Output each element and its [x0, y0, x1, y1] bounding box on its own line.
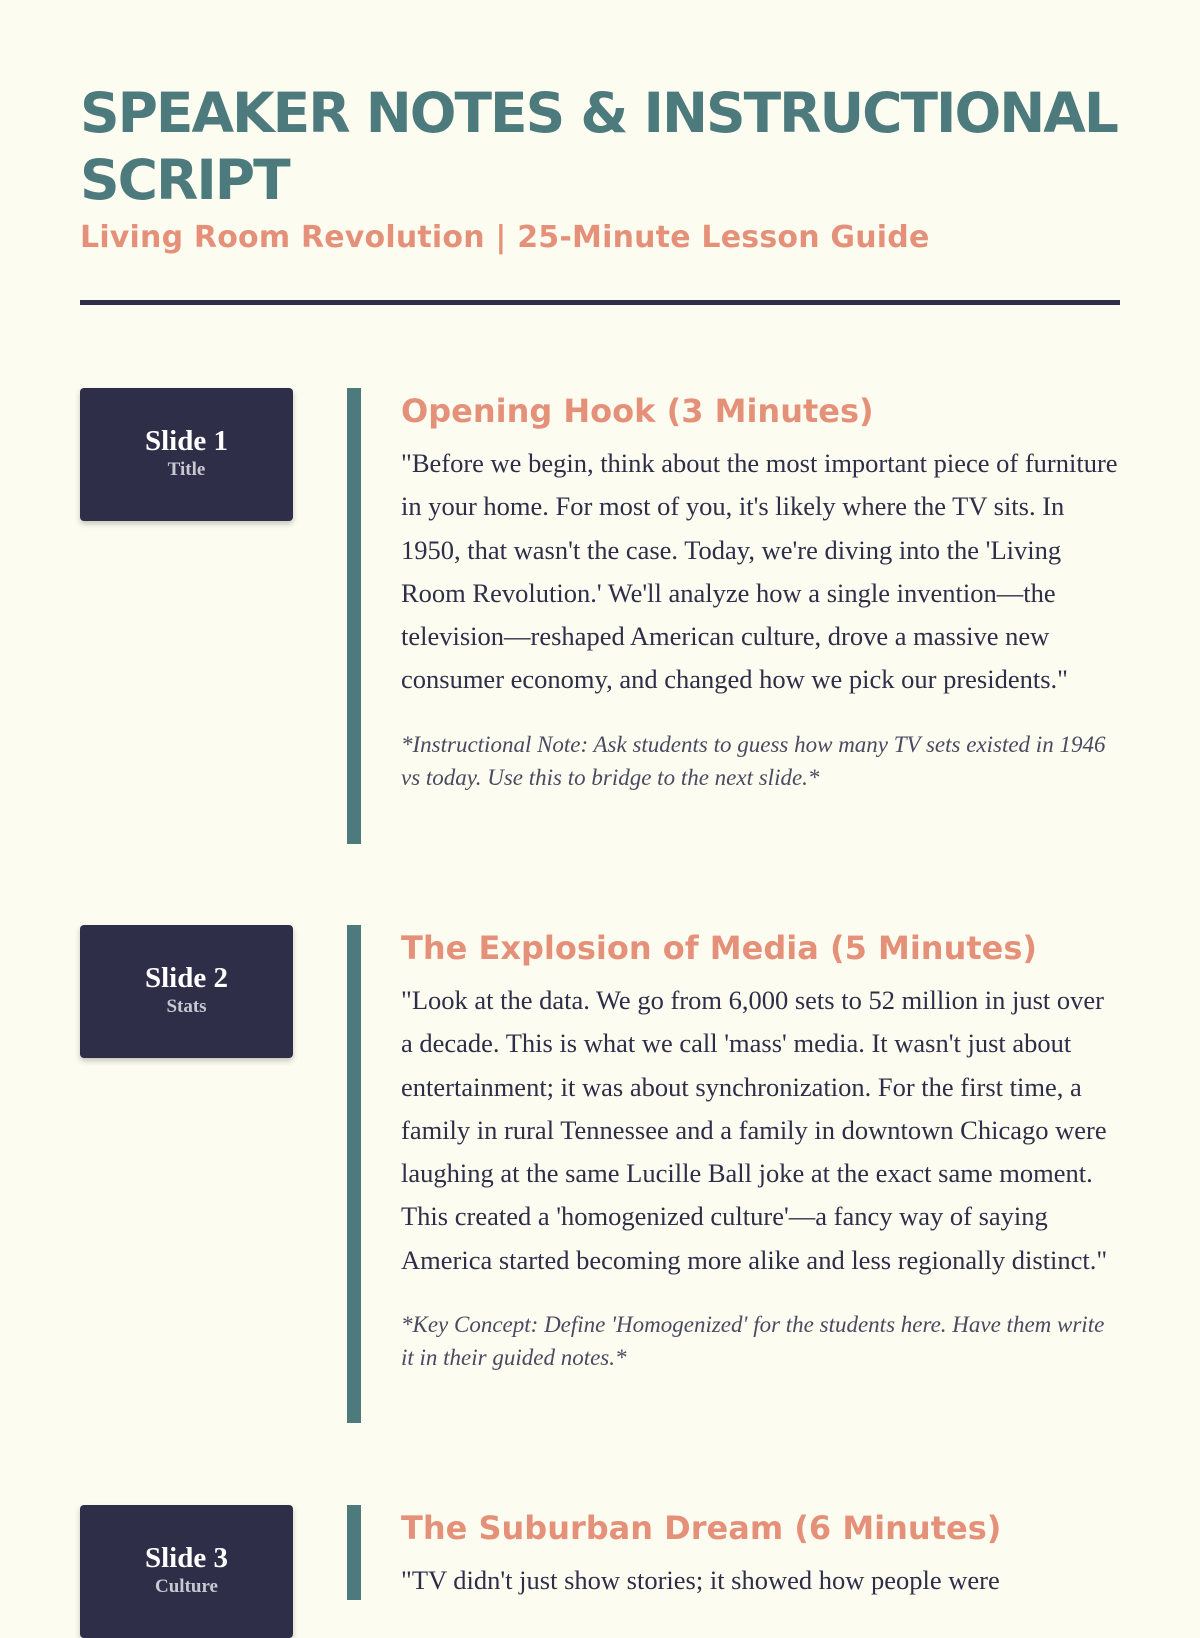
page-title: SPEAKER NOTES & INSTRUCTIONAL SCRIPT	[80, 81, 1117, 212]
slide-number: Slide 1	[145, 425, 228, 457]
instructional-note: *Instructional Note: Ask students to guess how many TV sets existed in 1946 vs today. Use this to bridge to the next slide.*	[401, 731, 1106, 790]
section-accent-bar	[347, 388, 361, 844]
section-accent-bar	[347, 1505, 361, 1600]
slide-badge	[80, 388, 293, 521]
section-content	[401, 925, 1120, 1374]
slide-badge	[80, 1505, 293, 1638]
header-divider	[80, 300, 1120, 305]
section-content	[401, 1505, 1120, 1602]
slide-type: Title	[167, 459, 206, 480]
key-concept-note: *Key Concept: Define 'Homogenized' for the students here. Have them write it in their guided notes.*	[401, 1312, 1105, 1371]
section-heading: The Explosion of Media (5 Minutes)	[401, 929, 1038, 967]
slide-type: Culture	[155, 1576, 218, 1597]
script-text: "Look at the data. We go from 6,000 sets to 52 million in just over a decade. This is what we call 'mass' media. It wasn't just about entertainment; it was about synchronization. For the first time, a family in rural Tennessee and a family in downtown Chicago were laughing at the same Lucille Ball joke at the exact same moment. This created a 'homogenized culture'—a fancy way of saying America started becoming more alike and less regionally distinct."	[401, 985, 1108, 1275]
slide-badge	[80, 925, 293, 1058]
page-subtitle: Living Room Revolution | 25-Minute Lesson Guide	[80, 220, 930, 255]
script-text: "Before we begin, think about the most important piece of furniture in your home. For most of you, it's likely where the TV sits. In 1950, that wasn't the case. Today, we're diving into the 'Living Room Revolution.' We'll analyze how a single invention—the television—reshaped American culture, drove a massive new consumer economy, and changed how we pick our presidents."	[401, 448, 1118, 695]
slide-number: Slide 2	[145, 962, 228, 994]
slide-type: Stats	[166, 996, 207, 1017]
section-content	[401, 388, 1120, 794]
script-text: "TV didn't just show stories; it showed how people were	[401, 1565, 1000, 1595]
section-heading: Opening Hook (3 Minutes)	[401, 392, 874, 430]
section-heading: The Suburban Dream (6 Minutes)	[401, 1509, 1002, 1547]
section-accent-bar	[347, 925, 361, 1423]
slide-number: Slide 3	[145, 1542, 228, 1574]
